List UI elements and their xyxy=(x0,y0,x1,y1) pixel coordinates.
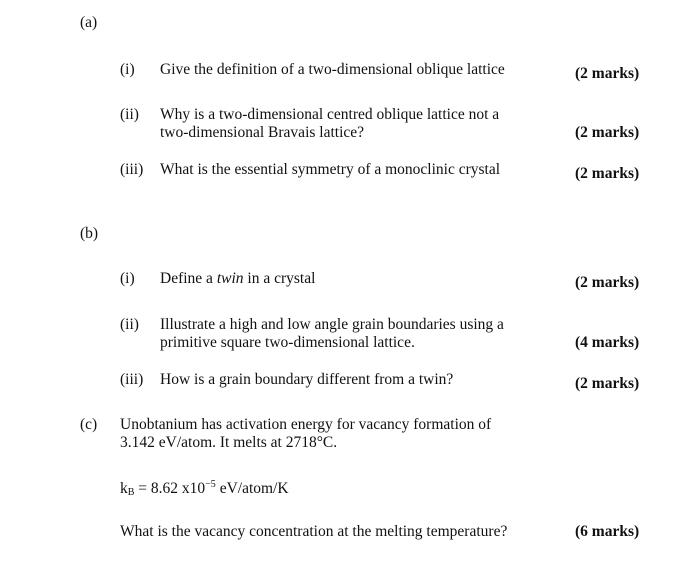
part-a-ii-question-line1: Why is a two-dimensional centred oblique lattice not a xyxy=(160,106,500,123)
part-a-label: (a) xyxy=(80,14,98,31)
part-b-ii-question-line2: primitive square two-dimensional lattice. xyxy=(160,334,415,351)
part-a-ii-question-line2: two-dimensional Bravais lattice? xyxy=(160,124,365,141)
part-b-ii-number: (ii) xyxy=(120,316,139,333)
part-a-ii-number: (ii) xyxy=(120,106,139,123)
part-c-text-line1: Unobtanium has activation energy for vacancy formation of xyxy=(120,416,492,433)
part-a-ii-marks: (2 marks) xyxy=(575,124,640,141)
part-b-i-text-before: Define a xyxy=(160,270,217,287)
part-a-i-number: (i) xyxy=(120,61,135,78)
constant-exponent: −5 xyxy=(205,479,216,490)
part-b-label: (b) xyxy=(80,225,99,242)
part-b-iii-question: How is a grain boundary different from a twin? xyxy=(160,371,454,388)
part-a-i-question: Give the definition of a two-dimensional oblique lattice xyxy=(160,61,505,78)
part-a-iii-marks: (2 marks) xyxy=(575,165,640,182)
constant-unit: eV/atom/K xyxy=(215,480,289,497)
constant-subscript: B xyxy=(127,487,135,498)
part-a-i-marks: (2 marks) xyxy=(575,65,640,82)
part-b-i-number: (i) xyxy=(120,270,135,287)
part-c-question: What is the vacancy concentration at the melting temperature? xyxy=(120,523,508,540)
part-a-iii-number: (iii) xyxy=(120,161,144,178)
part-b-i-text-after: in a crystal xyxy=(243,270,316,287)
part-b-iii-marks: (2 marks) xyxy=(575,375,640,392)
part-b-i-emphasis: twin xyxy=(216,270,244,287)
part-b-i-marks: (2 marks) xyxy=(575,274,640,291)
part-c-text-line2: 3.142 eV/atom. It melts at 2718°C. xyxy=(120,434,338,451)
part-c-marks: (6 marks) xyxy=(575,523,640,540)
part-b-ii-marks: (4 marks) xyxy=(575,334,640,351)
part-a-iii-question: What is the essential symmetry of a monoclinic crystal xyxy=(160,161,501,178)
part-b-iii-number: (iii) xyxy=(120,371,144,388)
boltzmann-constant xyxy=(120,480,289,498)
constant-symbol: k xyxy=(120,480,128,497)
part-b-i-question xyxy=(160,270,315,288)
part-b-ii-question-line1: Illustrate a high and low angle grain boundaries using a xyxy=(160,316,504,333)
part-c-label: (c) xyxy=(80,416,98,433)
constant-value: = 8.62 x10 xyxy=(134,480,206,497)
